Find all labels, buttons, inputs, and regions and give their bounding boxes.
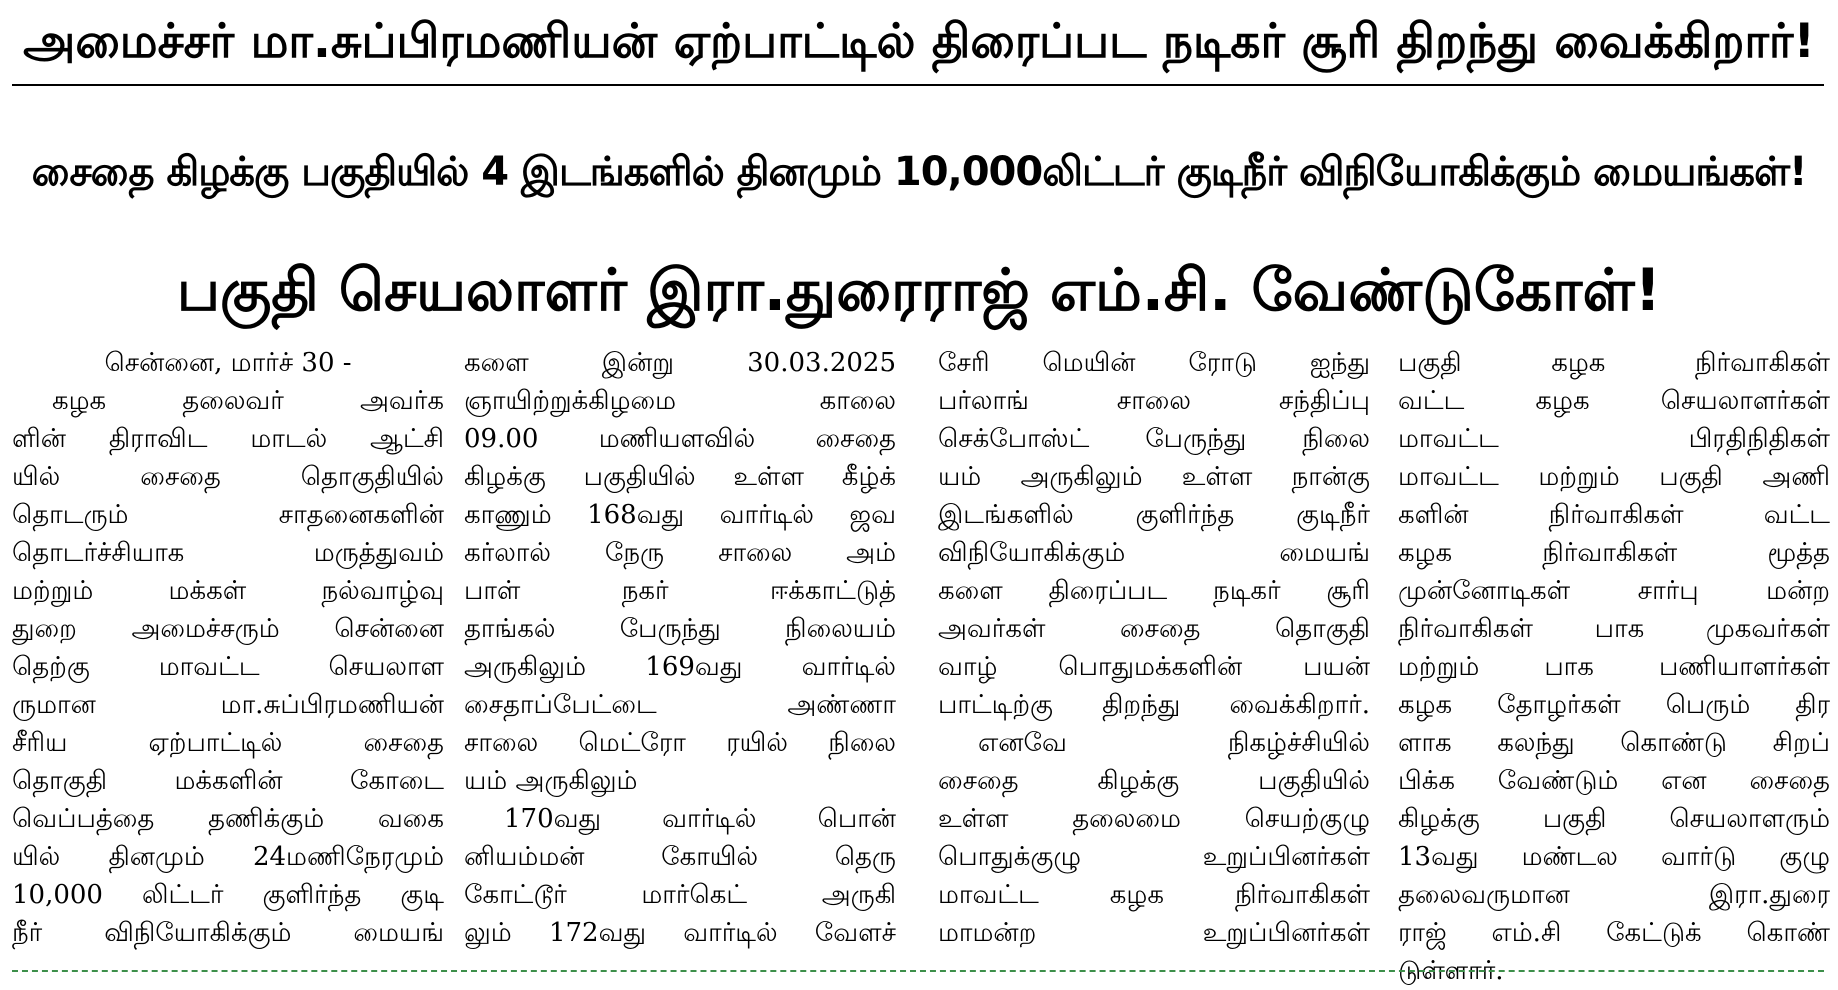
sub-headline: பகுதி செயலாளர் இரா.துரைராஜ் எம்.சி. வேண்டுகோள்!: [176, 256, 1662, 324]
article-line: பர்லாங் சாலை சந்திப்பு: [938, 386, 1370, 416]
footer-dashed-divider: [12, 970, 1824, 972]
article-line: யில் தினமும் 24மணிநேரமும்: [12, 842, 444, 872]
article-line: 10,000 லிட்டர் குளிர்ந்த குடி: [12, 880, 444, 910]
article-line: 170வது வார்டில் பொன்: [504, 804, 896, 834]
article-line: இடங்களில் குளிர்ந்த குடிநீர்: [938, 500, 1370, 530]
article-line: யம் அருகிலும் உள்ள நான்கு: [938, 462, 1370, 492]
article-line: வட்ட கழக செயலாளர்கள்: [1398, 386, 1830, 416]
article-column-1: [12, 344, 444, 952]
article-line: தலைவருமான இரா.துரை: [1398, 880, 1830, 910]
article-line: ளாக கலந்து கொண்டு சிறப்: [1398, 728, 1830, 758]
article-line: தெற்கு மாவட்ட செயலாள: [12, 652, 444, 682]
article-line: மாவட்ட மற்றும் பகுதி அணி: [1398, 462, 1830, 492]
article-line: டுள்ளார்.: [1398, 956, 1504, 986]
article-line: காணும் 168வது வார்டில் ஜவ: [464, 500, 896, 530]
article-line: ருமான மா.சுப்பிரமணியன்: [12, 690, 444, 720]
article-line: ளின் திராவிட மாடல் ஆட்சி: [12, 424, 444, 454]
article-line: 13வது மண்டல வார்டு குழு: [1398, 842, 1830, 872]
article-line: சேரி மெயின் ரோடு ஐந்து: [938, 348, 1370, 378]
article-line: கழக தோழர்கள் பெரும் திர: [1398, 690, 1830, 720]
kicker-rule: [12, 84, 1824, 86]
article-line: தொகுதி மக்களின் கோடை: [12, 766, 444, 796]
article-line: அருகிலும் 169வது வார்டில்: [464, 652, 896, 682]
article-line: பகுதி கழக நிர்வாகிகள்: [1398, 348, 1830, 378]
main-headline: சைதை கிழக்கு பகுதியில் 4 இடங்களில் தினமும் 10,000லிட்டர் குடிநீர் விநியோகிக்கும் மையங்கள்!: [31, 149, 1807, 195]
article-line: கிழக்கு பகுதியில் உள்ள கீழ்க்: [464, 462, 896, 492]
article-line: களை இன்று 30.03.2025: [464, 348, 896, 378]
article-line: ஞாயிற்றுக்கிழமை காலை: [464, 386, 896, 416]
article-line: கழக நிர்வாகிகள் மூத்த: [1398, 538, 1830, 568]
article-line: மாவட்ட கழக நிர்வாகிகள்: [938, 880, 1370, 910]
article-line: வாழ் பொதுமக்களின் பயன்: [938, 652, 1370, 682]
article-line: விநியோகிக்கும் மையங்: [938, 538, 1370, 568]
article-line: மற்றும் பாக பணியாளர்கள்: [1398, 652, 1830, 682]
article-line: செக்போஸ்ட் பேருந்து நிலை: [938, 424, 1370, 454]
article-line: வெப்பத்தை தணிக்கும் வகை: [12, 804, 444, 834]
article-line: மற்றும் மக்கள் நல்வாழ்வு: [12, 576, 444, 606]
article-line: மாமன்ற உறுப்பினர்கள்: [938, 918, 1370, 948]
article-line: ராஜ் எம்.சி கேட்டுக் கொண்: [1398, 918, 1830, 948]
article-line: கோட்டூர் மார்கெட் அருகி: [464, 880, 896, 910]
article-line: பிக்க வேண்டும் என சைதை: [1398, 766, 1830, 796]
article-column-4: [1398, 344, 1830, 986]
article-line: எனவே நிகழ்ச்சியில்: [978, 728, 1370, 758]
article-line: தொடரும் சாதனைகளின்: [12, 500, 444, 530]
article-line: அவர்கள் சைதை தொகுதி: [938, 614, 1370, 644]
article-line: கழக தலைவர் அவர்க: [52, 386, 444, 416]
article-line: சாலை மெட்ரோ ரயில் நிலை: [464, 728, 896, 758]
article-line: சைதை கிழக்கு பகுதியில்: [938, 766, 1370, 796]
article-line: துறை அமைச்சரும் சென்னை: [12, 614, 444, 644]
article-line: தொடர்ச்சியாக மருத்துவம்: [12, 538, 444, 568]
article-column-3: [938, 344, 1370, 952]
kicker-headline: அமைச்சர் மா.சுப்பிரமணியன் ஏற்பாட்டில் திரைப்பட நடிகர் சூரி திறந்து வைக்கிறார்!: [23, 14, 1815, 69]
article-line: நீர் விநியோகிக்கும் மையங்: [12, 918, 444, 948]
article-line: முன்னோடிகள் சார்பு மன்ற: [1398, 576, 1830, 606]
article-line: சீரிய ஏற்பாட்டில் சைதை: [12, 728, 444, 758]
article-line: யில் சைதை தொகுதியில்: [12, 462, 444, 492]
article-line: சென்னை, மார்ச் 30 -: [104, 348, 352, 378]
article-line: சைதாப்பேட்டை அண்ணா: [464, 690, 896, 720]
article-body: [12, 344, 1830, 986]
article-line: கிழக்கு பகுதி செயலாளரும்: [1398, 804, 1830, 834]
article-line: பாள் நகர் ஈக்காட்டுத்: [464, 576, 896, 606]
article-line: நிர்வாகிகள் பாக முகவர்கள்: [1398, 614, 1830, 644]
article-line: 09.00 மணியளவில் சைதை: [464, 424, 896, 454]
article-line: யம் அருகிலும்: [464, 766, 638, 796]
article-line: களை திரைப்பட நடிகர் சூரி: [938, 576, 1370, 606]
article-line: தாங்கல் பேருந்து நிலையம்: [464, 614, 896, 644]
article-line: உள்ள தலைமை செயற்குழு: [938, 804, 1370, 834]
article-line: பொதுக்குழு உறுப்பினர்கள்: [938, 842, 1370, 872]
article-column-2: [464, 344, 896, 952]
article-line: பாட்டிற்கு திறந்து வைக்கிறார்.: [938, 690, 1370, 720]
article-line: களின் நிர்வாகிகள் வட்ட: [1398, 500, 1830, 530]
article-line: கர்லால் நேரு சாலை அம்: [464, 538, 896, 568]
article-line: மாவட்ட பிரதிநிதிகள்: [1398, 424, 1830, 454]
article-line: லும் 172வது வார்டில் வேளச்: [464, 918, 896, 948]
article-line: னியம்மன் கோயில் தெரு: [464, 842, 896, 872]
